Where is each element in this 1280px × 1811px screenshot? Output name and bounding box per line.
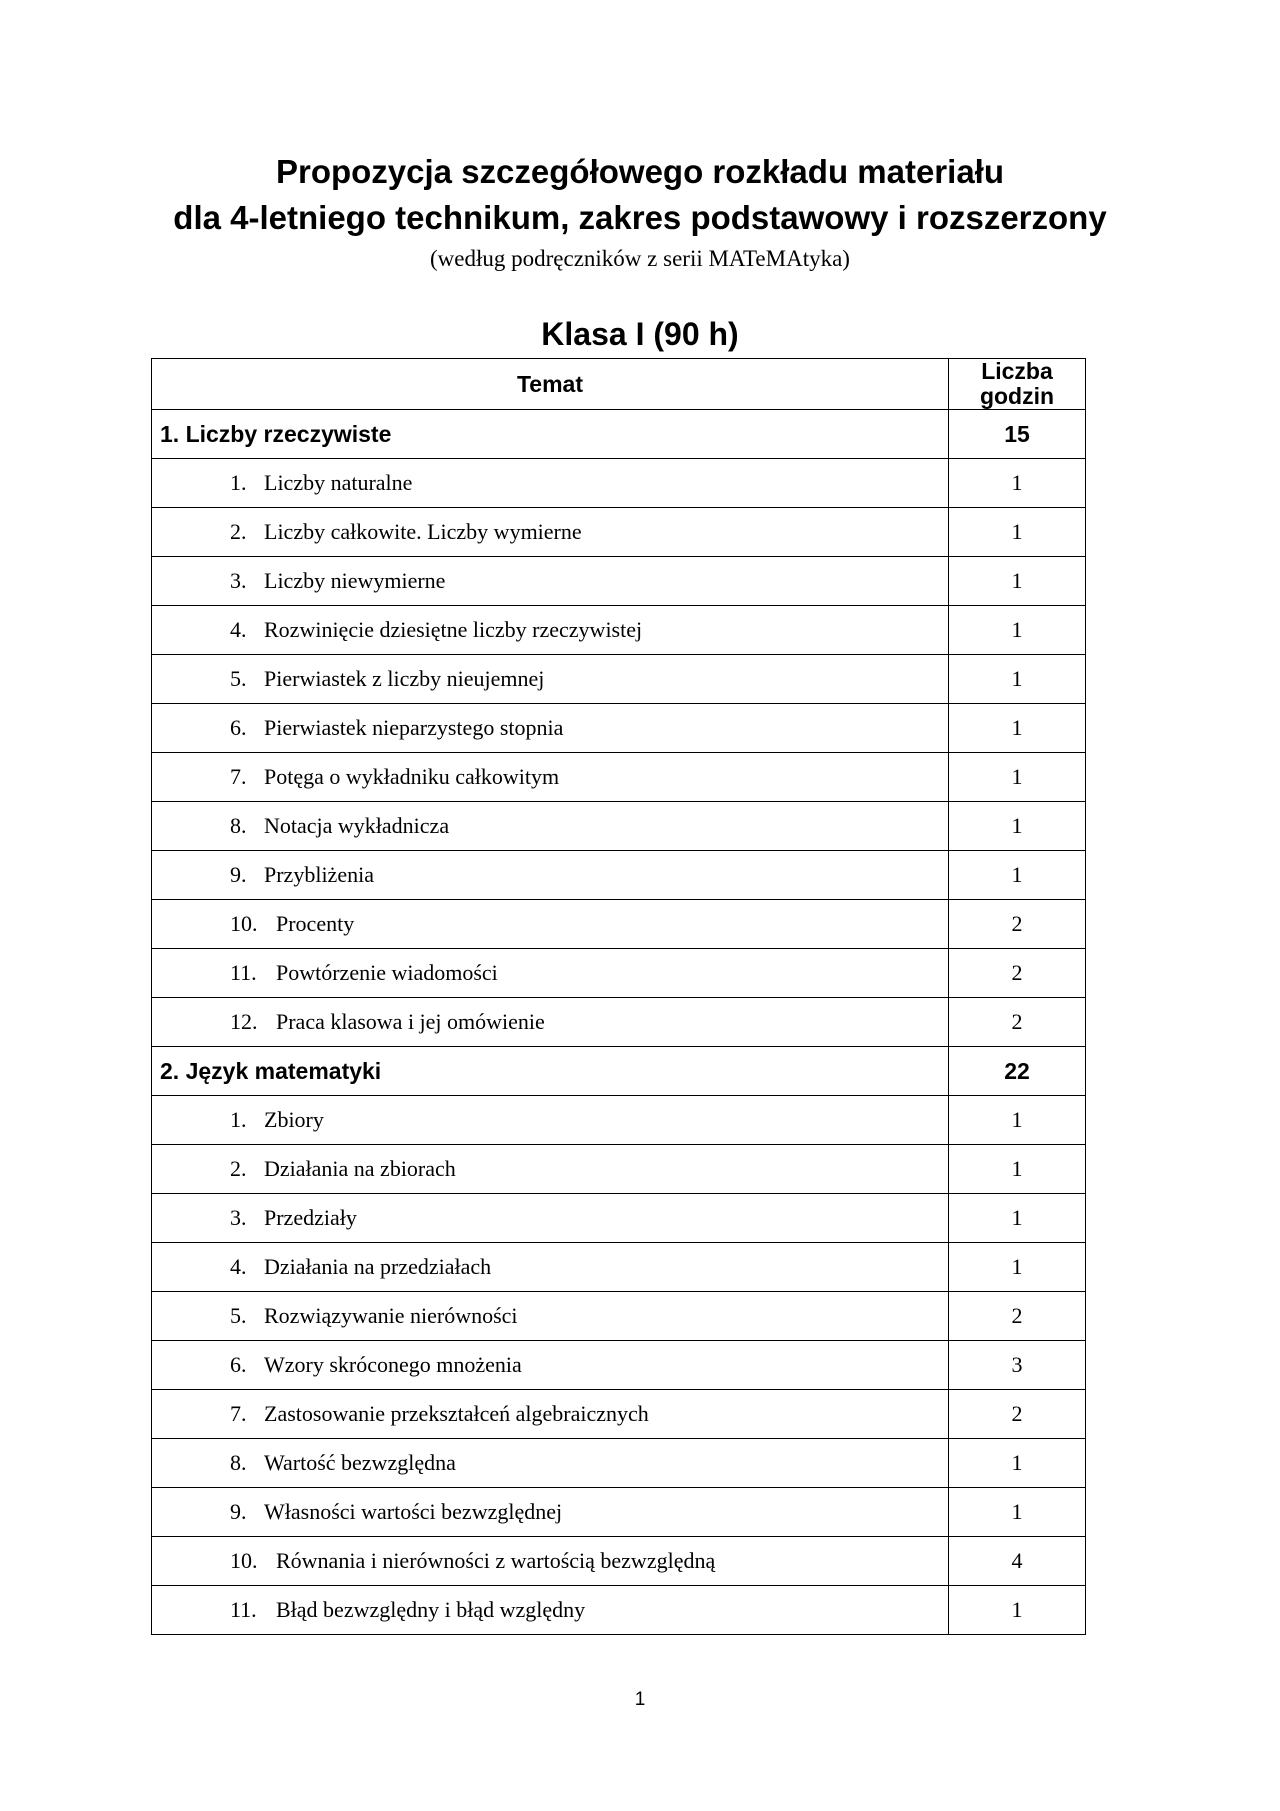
topic-cell: [152, 1292, 949, 1341]
topic-number: 1.: [230, 470, 247, 495]
hours-cell: 2: [949, 1292, 1086, 1341]
topic-number: 10.: [230, 1548, 258, 1573]
table-row: [152, 655, 1086, 704]
topic-label: Przybliżenia: [264, 862, 374, 887]
topic-number: 3.: [230, 568, 247, 593]
hours-cell: 2: [949, 998, 1086, 1047]
table-row: [152, 1194, 1086, 1243]
topic-label: Błąd bezwzględny i błąd względny: [276, 1597, 586, 1622]
topic-cell: [152, 557, 949, 606]
table-row: [152, 851, 1086, 900]
topic-number: 9.: [230, 1499, 247, 1524]
section-row: [152, 410, 1086, 459]
topic-cell: [152, 459, 949, 508]
hours-cell: 2: [949, 900, 1086, 949]
topic-cell: [152, 1341, 949, 1390]
topic-number: 12.: [230, 1009, 258, 1034]
schedule-body: [152, 410, 1086, 1635]
topic-cell: [152, 900, 949, 949]
topic-cell: [152, 949, 949, 998]
header-hours-line-2: godzin: [979, 383, 1055, 409]
table-row: [152, 606, 1086, 655]
topic-cell: [152, 655, 949, 704]
topic-number: 8.: [230, 1450, 247, 1475]
topic-cell: [152, 508, 949, 557]
topic-label: Powtórzenie wiadomości: [276, 960, 498, 985]
topic-cell: [152, 1390, 949, 1439]
table-row: [152, 1292, 1086, 1341]
hours-cell: 1: [949, 508, 1086, 557]
topic-cell: [152, 1145, 949, 1194]
topic-cell: [152, 1439, 949, 1488]
topic-label: Liczby niewymierne: [264, 568, 446, 593]
section-hours: 22: [949, 1047, 1086, 1096]
table-row: [152, 1145, 1086, 1194]
class-heading: Klasa I (90 h): [541, 316, 739, 352]
topic-number: 3.: [230, 1205, 247, 1230]
topic-label: Praca klasowa i jej omówienie: [276, 1009, 545, 1034]
hours-cell: 1: [949, 802, 1086, 851]
topic-number: 5.: [230, 666, 247, 691]
topic-label: Rozwiązywanie nierówności: [264, 1303, 518, 1328]
table-row: [152, 459, 1086, 508]
topic-cell: [152, 1243, 949, 1292]
topic-number: 6.: [230, 1352, 247, 1377]
topic-cell: [152, 1488, 949, 1537]
document-title-line-1: Propozycja szczegółowego rozkładu materiału: [275, 153, 1004, 190]
topic-label: Liczby naturalne: [264, 470, 413, 495]
section-title: 2. Język matematyki: [152, 1047, 949, 1096]
topic-label: Równania i nierówności z wartością bezwzględną: [276, 1548, 716, 1573]
hours-cell: 1: [949, 1194, 1086, 1243]
hours-cell: 1: [949, 606, 1086, 655]
topic-label: Potęga o wykładniku całkowitym: [264, 764, 560, 789]
table-row: [152, 557, 1086, 606]
topic-cell: [152, 606, 949, 655]
topic-cell: [152, 1586, 949, 1635]
topic-label: Procenty: [276, 911, 355, 936]
hours-cell: 1: [949, 459, 1086, 508]
table-row: [152, 802, 1086, 851]
table-row: [152, 1243, 1086, 1292]
topic-cell: [152, 802, 949, 851]
topic-label: Własności wartości bezwzględnej: [264, 1499, 563, 1524]
hours-cell: 1: [949, 557, 1086, 606]
table-row: [152, 1341, 1086, 1390]
section-row: [152, 1047, 1086, 1096]
hours-cell: 3: [949, 1341, 1086, 1390]
topic-number: 5.: [230, 1303, 247, 1328]
table-row: [152, 1586, 1086, 1635]
header-hours: [949, 359, 1086, 410]
topic-number: 1.: [230, 1107, 247, 1132]
hours-cell: 1: [949, 1145, 1086, 1194]
table-row: [152, 1488, 1086, 1537]
topic-label: Liczby całkowite. Liczby wymierne: [264, 519, 582, 544]
topic-label: Działania na przedziałach: [264, 1254, 492, 1279]
section-title: 1. Liczby rzeczywiste: [152, 410, 949, 459]
topic-label: Notacja wykładnicza: [264, 813, 450, 838]
topic-number: 11.: [230, 960, 257, 985]
topic-number: 7.: [230, 764, 247, 789]
topic-label: Pierwiastek z liczby nieujemnej: [264, 666, 545, 691]
table-row: [152, 1439, 1086, 1488]
topic-cell: [152, 704, 949, 753]
topic-cell: [152, 851, 949, 900]
table-row: [152, 508, 1086, 557]
topic-label: Wzory skróconego mnożenia: [264, 1352, 522, 1377]
hours-cell: 2: [949, 1390, 1086, 1439]
document-subtitle: (według podręczników z serii MATeMAtyka): [430, 246, 850, 271]
topic-cell: [152, 753, 949, 802]
topic-label: Zbiory: [264, 1107, 324, 1132]
topic-label: Pierwiastek nieparzystego stopnia: [264, 715, 564, 740]
table-row: [152, 998, 1086, 1047]
table-header-row: [152, 359, 1086, 410]
topic-number: 4.: [230, 617, 247, 642]
document-title-line-2: dla 4-letniego technikum, zakres podstawowy i rozszerzony: [173, 199, 1107, 236]
topic-label: Przedziały: [264, 1205, 357, 1230]
topic-cell: [152, 1096, 949, 1145]
topic-label: Wartość bezwzględna: [264, 1450, 456, 1475]
hours-cell: 1: [949, 655, 1086, 704]
hours-cell: 1: [949, 1439, 1086, 1488]
page-number: 1: [634, 1689, 646, 1710]
hours-cell: 2: [949, 949, 1086, 998]
table-row: [152, 753, 1086, 802]
section-hours: 15: [949, 410, 1086, 459]
topic-number: 4.: [230, 1254, 247, 1279]
topic-label: Działania na zbiorach: [264, 1156, 456, 1181]
table-row: [152, 1537, 1086, 1586]
table-row: [152, 704, 1086, 753]
topic-cell: [152, 998, 949, 1047]
hours-cell: 4: [949, 1537, 1086, 1586]
hours-cell: 1: [949, 753, 1086, 802]
topic-label: Zastosowanie przekształceń algebraicznych: [264, 1401, 649, 1426]
topic-number: 6.: [230, 715, 247, 740]
topic-cell: [152, 1194, 949, 1243]
hours-cell: 1: [949, 704, 1086, 753]
table-row: [152, 949, 1086, 998]
topic-number: 2.: [230, 519, 247, 544]
hours-cell: 1: [949, 1096, 1086, 1145]
header-topic: Temat: [152, 359, 949, 410]
topic-number: 9.: [230, 862, 247, 887]
table-row: [152, 1390, 1086, 1439]
table-row: [152, 900, 1086, 949]
topic-cell: [152, 1537, 949, 1586]
table-row: [152, 1096, 1086, 1145]
schedule-table: [151, 358, 1086, 1635]
topic-number: 10.: [230, 911, 258, 936]
topic-number: 8.: [230, 813, 247, 838]
topic-number: 11.: [230, 1597, 257, 1622]
hours-cell: 1: [949, 1488, 1086, 1537]
hours-cell: 1: [949, 1243, 1086, 1292]
hours-cell: 1: [949, 1586, 1086, 1635]
topic-number: 2.: [230, 1156, 247, 1181]
topic-label: Rozwinięcie dziesiętne liczby rzeczywistej: [264, 617, 643, 642]
hours-cell: 1: [949, 851, 1086, 900]
header-hours-line-1: Liczba: [981, 358, 1053, 384]
topic-number: 7.: [230, 1401, 247, 1426]
